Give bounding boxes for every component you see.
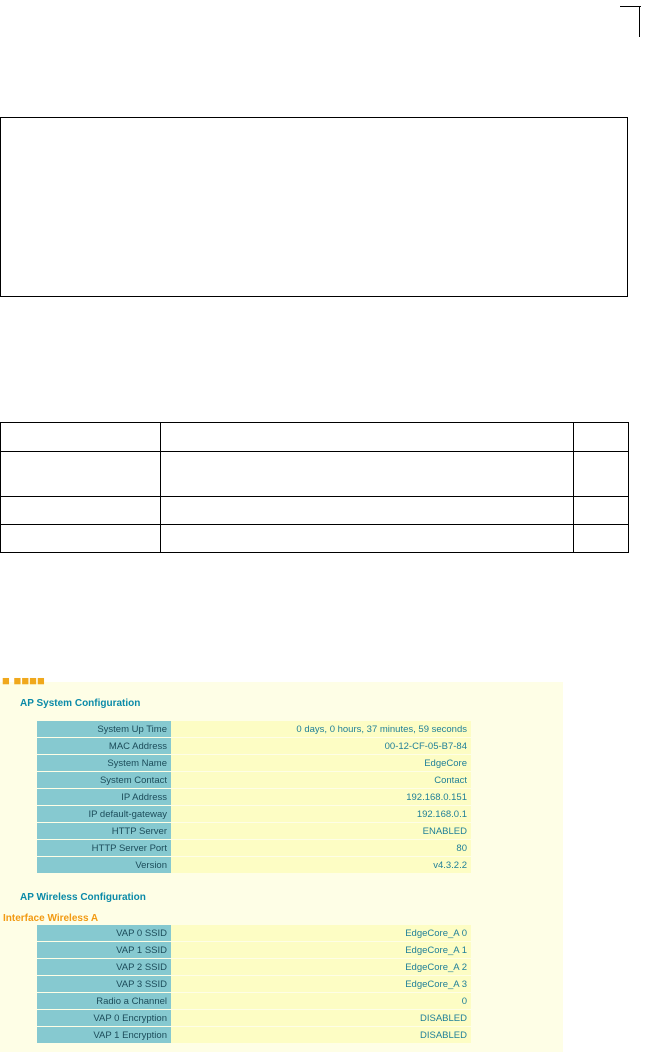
system-config-heading: AP System Configuration: [20, 698, 141, 709]
table-row: [37, 959, 471, 975]
row-label: HTTP Server Port: [37, 840, 171, 856]
table-row: [37, 789, 471, 805]
cropped-page-title: ■ ■■■■: [2, 673, 45, 688]
empty-code-box: [0, 117, 628, 297]
row-value: EdgeCore_A 2: [171, 959, 471, 975]
table-row: [37, 1027, 471, 1043]
row-label: System Name: [37, 755, 171, 771]
ap-status-screenshot: [0, 673, 563, 1052]
row-value: 0 days, 0 hours, 37 minutes, 59 seconds: [171, 721, 471, 737]
row-value: 192.168.0.151: [171, 789, 471, 805]
table-row: [37, 755, 471, 771]
table-row: [37, 738, 471, 754]
wireless-config-table: [37, 924, 471, 1044]
row-label: System Up Time: [37, 721, 171, 737]
table-row: [1, 423, 629, 452]
table-row: [37, 1010, 471, 1026]
row-label: VAP 3 SSID: [37, 976, 171, 992]
row-label: VAP 2 SSID: [37, 959, 171, 975]
table-row: [37, 925, 471, 941]
row-value: 00-12-CF-05-B7-84: [171, 738, 471, 754]
row-value: 192.168.0.1: [171, 806, 471, 822]
row-label: VAP 1 SSID: [37, 942, 171, 958]
row-label: Version: [37, 857, 171, 873]
empty-reference-table: [0, 422, 629, 553]
row-value: 0: [171, 993, 471, 1009]
row-value: EdgeCore: [171, 755, 471, 771]
row-label: HTTP Server: [37, 823, 171, 839]
table-row: [37, 721, 471, 737]
interface-wireless-a-title: Interface Wireless A: [3, 913, 99, 924]
row-value: EdgeCore_A 3: [171, 976, 471, 992]
row-label: VAP 1 Encryption: [37, 1027, 171, 1043]
table-row: [37, 976, 471, 992]
table-row: [37, 993, 471, 1009]
row-value: 80: [171, 840, 471, 856]
system-config-table: [37, 720, 471, 874]
row-value: DISABLED: [171, 1027, 471, 1043]
table-row: [1, 525, 629, 553]
table-row: [37, 806, 471, 822]
table-row: [37, 857, 471, 873]
row-label: MAC Address: [37, 738, 171, 754]
table-row: [37, 840, 471, 856]
table-row: [37, 772, 471, 788]
row-value: Contact: [171, 772, 471, 788]
row-label: Radio a Channel: [37, 993, 171, 1009]
row-label: IP Address: [37, 789, 171, 805]
row-label: System Contact: [37, 772, 171, 788]
table-row: [37, 823, 471, 839]
row-value: EdgeCore_A 0: [171, 925, 471, 941]
row-label: IP default-gateway: [37, 806, 171, 822]
page-corner-mark: [620, 6, 640, 36]
row-value: v4.3.2.2: [171, 857, 471, 873]
table-row: [1, 452, 629, 497]
row-value: ENABLED: [171, 823, 471, 839]
table-row: [1, 497, 629, 525]
wireless-config-heading: AP Wireless Configuration: [20, 892, 146, 903]
row-value: EdgeCore_A 1: [171, 942, 471, 958]
row-label: VAP 0 Encryption: [37, 1010, 171, 1026]
row-value: DISABLED: [171, 1010, 471, 1026]
row-label: VAP 0 SSID: [37, 925, 171, 941]
table-row: [37, 942, 471, 958]
